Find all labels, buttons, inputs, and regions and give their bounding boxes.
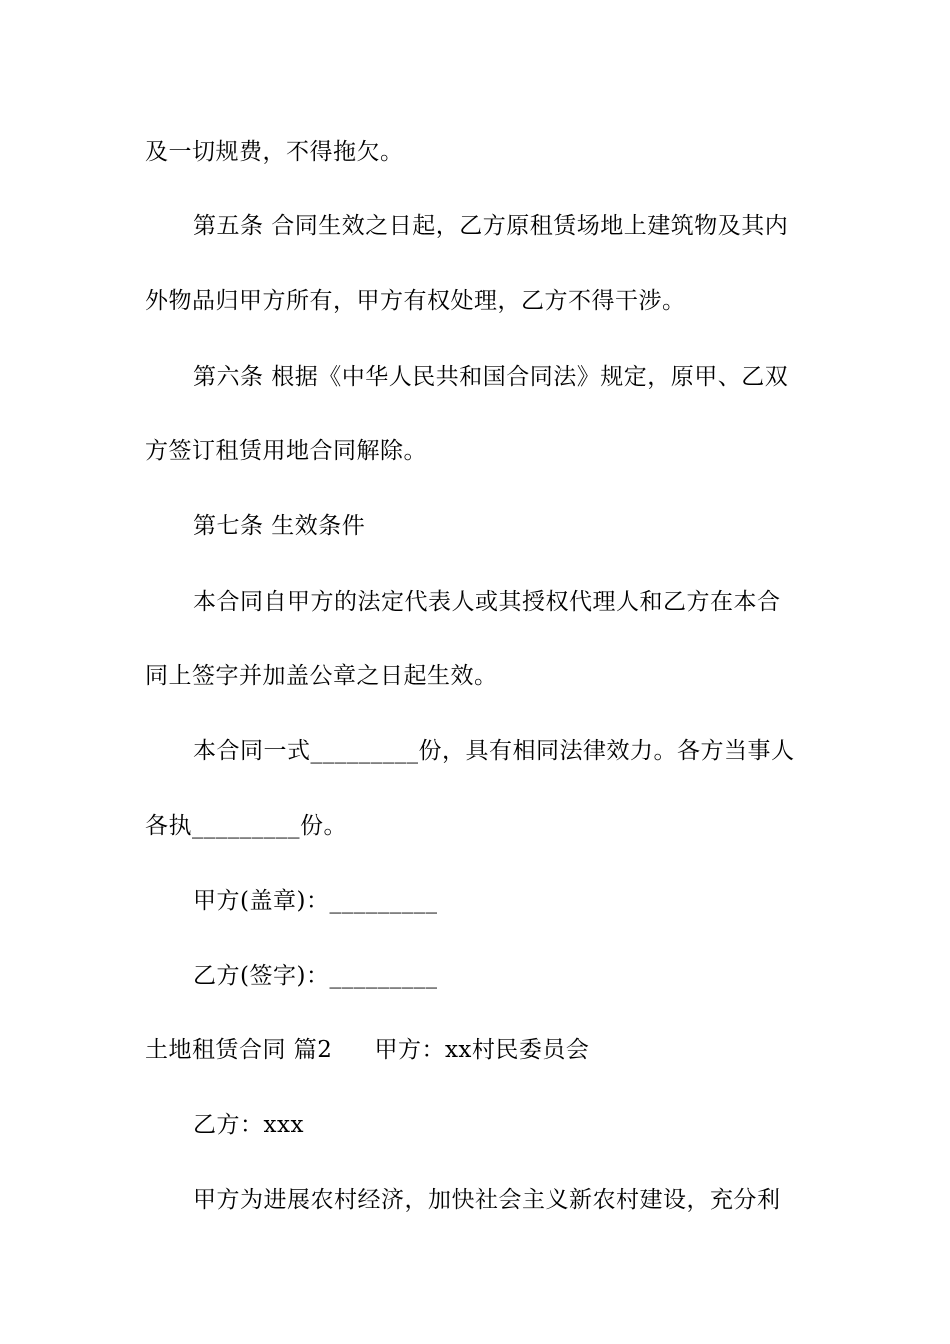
effective-clause-line-2: 同上签字并加盖公章之日起生效。: [145, 663, 498, 689]
article-6-line-1: 第六条 根据《中华人民共和国合同法》规定，原甲、乙双: [193, 364, 789, 390]
text-line-1: 及一切规费，不得拖欠。: [145, 139, 404, 165]
article-5-line-1: 第五条 合同生效之日起，乙方原租赁场地上建筑物及其内: [193, 213, 789, 239]
copies-clause-line-1: 本合同一式_________份，具有相同法律效力。各方当事人: [193, 738, 795, 764]
party-a-name: 甲方：xx村民委员会: [374, 1037, 590, 1063]
article-5-line-2: 外物品归甲方所有，甲方有权处理，乙方不得干涉。: [145, 288, 686, 314]
contract-2-heading-line: [145, 1035, 589, 1065]
party-a-seal-line: 甲方(盖章)：_________: [193, 888, 438, 914]
copies-clause-line-2: 各执_________份。: [145, 813, 347, 839]
party-b-signature-line: 乙方(签字)：_________: [193, 963, 438, 989]
effective-clause-line-1: 本合同自甲方的法定代表人或其授权代理人和乙方在本合: [193, 589, 781, 615]
article-6-line-2: 方签订租赁用地合同解除。: [145, 438, 427, 464]
article-7-heading: 第七条 生效条件: [193, 513, 366, 539]
contract-2-preamble-line-1: 甲方为进展农村经济，加快社会主义新农村建设，充分利: [193, 1187, 781, 1213]
party-b-name: 乙方：xxx: [193, 1112, 304, 1138]
contract-2-title: 土地租赁合同 篇2: [145, 1037, 333, 1063]
